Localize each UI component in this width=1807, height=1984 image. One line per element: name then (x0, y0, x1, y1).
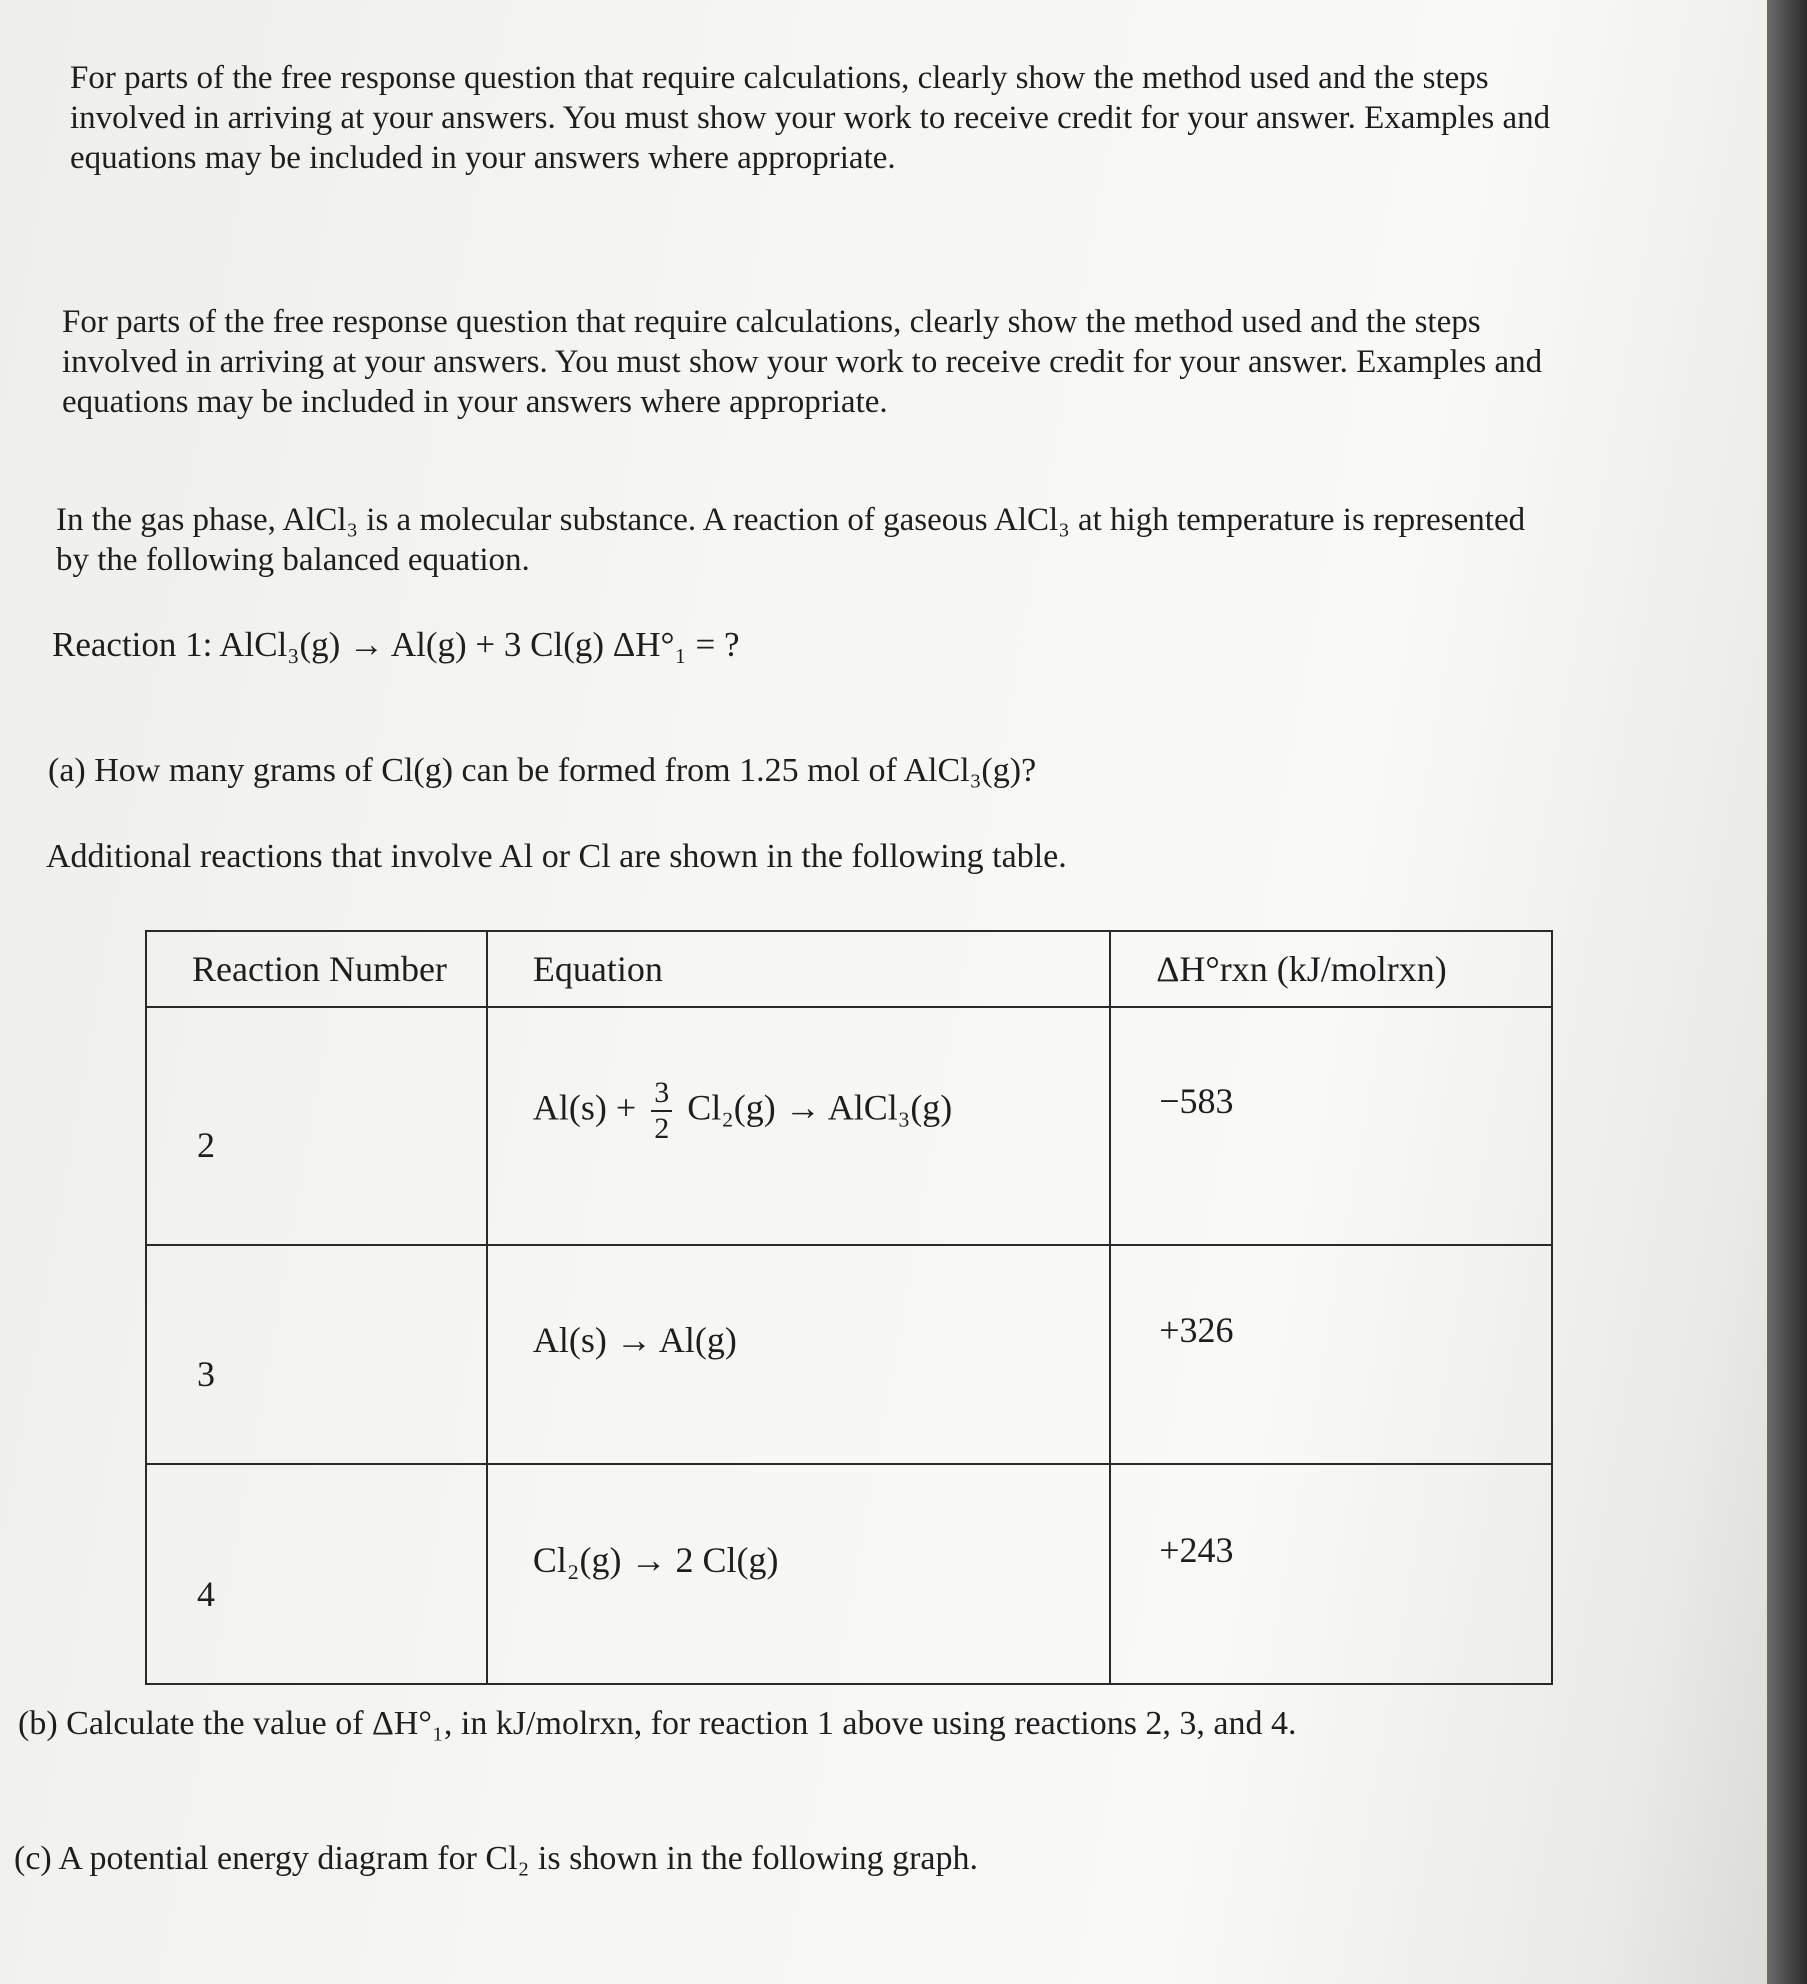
intro-line-2: by the following balanced equation. (56, 542, 530, 578)
additional-reactions-text: Additional reactions that involve Al or Cl are shown in the following table. (46, 838, 1067, 875)
table-header-row (146, 931, 1552, 1007)
header-equation: Equation (487, 931, 1110, 1007)
fraction-denominator: 2 (654, 1112, 670, 1146)
reaction-1-equation: Reaction 1: AlCl₃(g) → Al(g) + 3 Cl(g) ΔH°₁ = ? (52, 625, 740, 664)
row-number: 3 (146, 1245, 487, 1465)
instructions-2-line-1: For parts of the free response question that require calculations, clearly show the method used and the steps (62, 304, 1481, 340)
instructions-block-2 (62, 302, 1617, 422)
row-delta-h: +326 (1110, 1245, 1552, 1465)
row-number: 4 (146, 1464, 487, 1684)
row-number: 2 (146, 1007, 487, 1245)
instructions-2-line-3: equations may be included in your answers where appropriate. (62, 384, 888, 420)
row-delta-h: −583 (1110, 1007, 1552, 1245)
fraction-three-halves (651, 1076, 672, 1146)
header-delta-h: ΔH°rxn (kJ/molrxn) (1110, 931, 1552, 1007)
question-a: (a) How many grams of Cl(g) can be formed from 1.25 mol of AlCl₃(g)? (48, 752, 1037, 789)
intro-line-1: In the gas phase, AlCl₃ is a molecular substance. A reaction of gaseous AlCl₃ at high temperature is represented (56, 502, 1526, 538)
table-row (146, 1245, 1552, 1465)
instructions-1-line-2: involved in arriving at your answers. You must show your work to receive credit for your answer. Examples and (70, 100, 1551, 136)
instructions-2-line-2: involved in arriving at your answers. You must show your work to receive credit for your answer. Examples and (62, 344, 1543, 380)
row-equation: Al(s) → Al(g) (487, 1245, 1110, 1465)
row-equation (487, 1007, 1110, 1245)
table-row (146, 1007, 1552, 1245)
fraction-numerator: 3 (651, 1076, 672, 1112)
row-delta-h: +243 (1110, 1464, 1552, 1684)
question-c: (c) A potential energy diagram for Cl₂ is shown in the following graph. (14, 1840, 978, 1877)
page-edge-shadow (1767, 0, 1807, 1984)
intro-paragraph (56, 500, 1636, 580)
instructions-1-line-3: equations may be included in your answers where appropriate. (70, 140, 896, 176)
row-equation: Cl₂(g) → 2 Cl(g) (487, 1464, 1110, 1684)
header-reaction-number: Reaction Number (146, 931, 487, 1007)
instructions-1-line-1: For parts of the free response question that require calculations, clearly show the method used and the steps (70, 60, 1489, 96)
table-row (146, 1464, 1552, 1684)
question-b: (b) Calculate the value of ΔH°₁, in kJ/molrxn, for reaction 1 above using reactions 2, 3, and 4. (18, 1705, 1297, 1742)
reactions-table (145, 930, 1553, 1685)
equation-right: Cl₂(g) → AlCl₃(g) (687, 1087, 953, 1128)
instructions-block-1 (70, 58, 1610, 178)
equation-left: Al(s) + (532, 1087, 637, 1128)
